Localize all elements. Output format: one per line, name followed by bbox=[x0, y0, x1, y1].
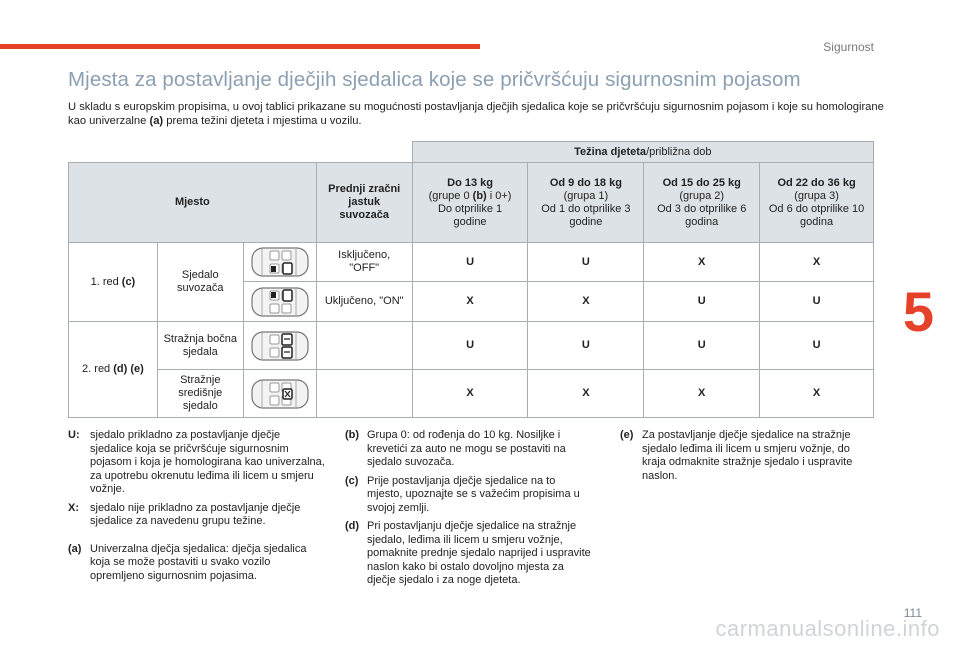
row1-seat-label: Sjedalo suvozača bbox=[157, 243, 243, 322]
group-label-pre: (grupe 0 bbox=[428, 189, 473, 202]
footnotes-col-1 bbox=[68, 429, 326, 588]
footnote-e: (e) Za postavljanje dječje sjedalice na stražnje sjedalo leđima ili licem u smjeru vožnje, do kraja odmaknite stražnje sjedalo i uspravite naslon. bbox=[620, 429, 853, 482]
cell-side-1: U bbox=[528, 322, 644, 370]
cell-on-1: X bbox=[528, 282, 644, 322]
group-header-1 bbox=[528, 163, 644, 243]
intro-text-1: U skladu s europskim propisima, u ovoj tablici prikazane su mogućnosti postavljanja dječjih sjedalica koje se pričvršćuju sigurnosnim pojasom i koje su homologirane kao univerzalne bbox=[68, 101, 884, 127]
cell-off-3: X bbox=[760, 243, 874, 282]
group-label-post: i 0+) bbox=[486, 189, 512, 202]
footnote-b: (b) Grupa 0: od rođenja do 10 kg. Nosiljke i krevetići za auto ne mogu se postaviti na sjedalo suvozača. bbox=[345, 429, 566, 468]
cell-off-0: U bbox=[412, 243, 528, 282]
group-label: (grupa 1) bbox=[563, 189, 609, 202]
chapter-number: 5 bbox=[902, 280, 934, 343]
watermark: carmanualsonline.info bbox=[715, 616, 940, 641]
car-rear-side-cell bbox=[243, 322, 316, 370]
group-note-ref: (b) bbox=[472, 189, 487, 202]
footnote-d: (d) Pri postavljanju dječje sjedalice na stražnje sjedalo, leđima ili licem u smjeru vožnje, pomaknite prednje sjedalo naprijed i uspravite naslon kako bi ostalo dovoljno mjesta za dječje sjedalo i za noge djeteta. bbox=[345, 520, 591, 586]
page-number: 111 bbox=[903, 606, 922, 620]
group-header-2 bbox=[644, 163, 760, 243]
cell-center-3: X bbox=[760, 370, 874, 418]
footnotes-col-3 bbox=[620, 429, 866, 488]
group-weight: Do 13 kg bbox=[447, 176, 493, 189]
cell-side-2: U bbox=[644, 322, 760, 370]
car-seat-rear-side-icon bbox=[246, 328, 314, 364]
cell-off-2: X bbox=[644, 243, 760, 282]
group-header-3 bbox=[760, 163, 874, 243]
cell-on-0: X bbox=[412, 282, 528, 322]
group-weight: Od 15 do 25 kg bbox=[662, 176, 741, 189]
group-age: Do otprilike 1 godine bbox=[437, 202, 503, 228]
row2-label: 2. red (d) (e) bbox=[69, 322, 158, 418]
empty-airbag-cell bbox=[316, 370, 412, 418]
cell-on-2: U bbox=[644, 282, 760, 322]
footnotes-col-2 bbox=[345, 429, 593, 593]
intro-text-2: prema težini djeteta i mjestima u vozilu. bbox=[163, 115, 362, 127]
row2-side-seat-label: Stražnja bočna sjedala bbox=[157, 322, 243, 370]
car-front-off-cell bbox=[243, 243, 316, 282]
footnote-u: U: sjedalo prikladno za postavljanje dječje sjedalice koja se pričvršćuje sigurnosnim pojasom i koja je homologirana kao univerzalna, za upotrebu okrenutu leđima ili licem u smjeru vožnje. bbox=[68, 429, 325, 495]
group-age: Od 3 do otprilike 6 godina bbox=[657, 202, 747, 228]
cell-center-2: X bbox=[644, 370, 760, 418]
group-header-0 bbox=[412, 163, 528, 243]
intro-paragraph bbox=[68, 100, 888, 128]
weight-header-rest: /približna dob bbox=[646, 145, 712, 158]
row2-center-seat-label: Stražnje središnje sjedalo bbox=[157, 370, 243, 418]
cell-on-3: U bbox=[760, 282, 874, 322]
header-mjesto: Mjesto bbox=[69, 163, 317, 243]
car-rear-center-cell bbox=[243, 370, 316, 418]
empty-airbag-cell bbox=[316, 322, 412, 370]
intro-note-ref: (a) bbox=[149, 115, 164, 127]
airbag-off-label: Isključeno, "OFF" bbox=[316, 243, 412, 282]
header-accent-bar bbox=[0, 44, 480, 49]
group-age: Od 1 do otprilike 3 godine bbox=[541, 202, 631, 228]
section-title: Sigurnost bbox=[823, 40, 874, 54]
weight-header-bold: Težina djeteta bbox=[574, 145, 647, 158]
car-front-on-cell bbox=[243, 282, 316, 322]
row1-note-ref: (c) bbox=[121, 275, 136, 288]
footnote-x: X: sjedalo nije prikladno za postavljanje dječje sjedalice za navedenu grupu težine. bbox=[68, 501, 301, 527]
group-label: (grupa 3) bbox=[794, 189, 839, 202]
car-seat-rear-center-icon bbox=[246, 376, 314, 412]
group-weight: Od 22 do 36 kg bbox=[777, 176, 856, 189]
cell-center-0: X bbox=[412, 370, 528, 418]
cell-side-0: U bbox=[412, 322, 528, 370]
child-seat-table bbox=[68, 141, 874, 418]
cell-center-1: X bbox=[528, 370, 644, 418]
cell-off-1: U bbox=[528, 243, 644, 282]
footnote-a: (a) Univerzalna dječja sjedalica: dječja sjedalica koja se može postaviti u svako vozilo opremljeno sigurnosnim pojasima. bbox=[68, 542, 307, 582]
header-airbag: Prednji zračni jastuk suvozača bbox=[316, 163, 412, 243]
airbag-on-label: Uključeno, "ON" bbox=[316, 282, 412, 322]
group-label: (grupa 2) bbox=[679, 189, 725, 202]
group-weight: Od 9 do 18 kg bbox=[549, 176, 622, 189]
cell-side-3: U bbox=[760, 322, 874, 370]
group-age: Od 6 do otprilike 10 godina bbox=[768, 202, 865, 228]
footnote-c: (c) Prije postavljanja dječje sjedalice na to mjesto, upoznajte se s važećim propisima u svojoj zemlji. bbox=[345, 474, 580, 514]
row1-label: 1. red (c) bbox=[69, 243, 158, 322]
car-seat-front-on-icon bbox=[246, 284, 314, 320]
car-seat-front-off-icon bbox=[246, 244, 314, 280]
row2-note-ref: (d) (e) bbox=[113, 363, 144, 375]
page-title: Mjesta za postavljanje dječjih sjedalica koje se pričvršćuju sigurnosnim pojasom bbox=[68, 68, 801, 91]
weight-header bbox=[412, 142, 873, 163]
